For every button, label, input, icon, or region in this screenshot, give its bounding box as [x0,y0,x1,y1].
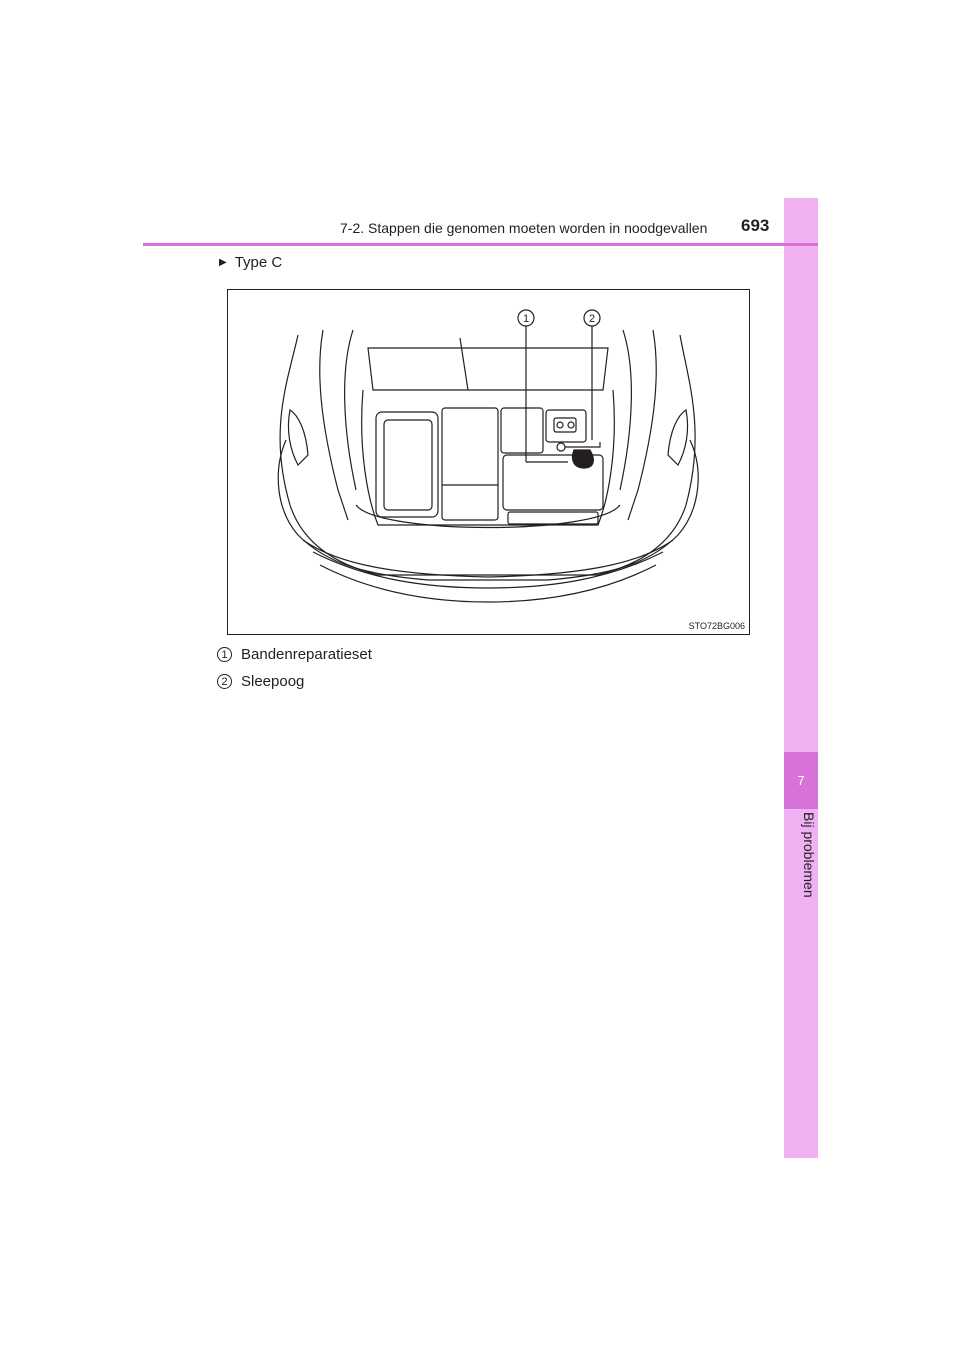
legend-label: Bandenreparatieset [241,646,372,663]
subsection-title: Type C [234,254,283,271]
chapter-label: Bij problemen [801,812,817,898]
legend-label: Sleepoog [241,673,305,690]
chapter-number-tab[interactable]: 7 [784,752,818,809]
triangle-bullet-icon: ▶ [219,257,227,268]
header-divider [143,243,818,246]
subsection-heading [219,254,282,271]
legend-number: 1 [217,647,232,662]
page-header-title: 7-2. Stappen die genomen moeten worden in noodgevallen [340,220,708,236]
trunk-illustration [227,289,750,635]
callout-2: 2 [588,313,596,325]
legend-item [217,673,304,690]
trunk-drawing [228,290,749,634]
legend-number: 2 [217,674,232,689]
figure-code: STO72BG006 [688,621,745,631]
side-tab [784,198,818,1158]
page-number: 693 [741,216,770,235]
legend-item [217,646,372,663]
callout-1: 1 [522,313,530,325]
